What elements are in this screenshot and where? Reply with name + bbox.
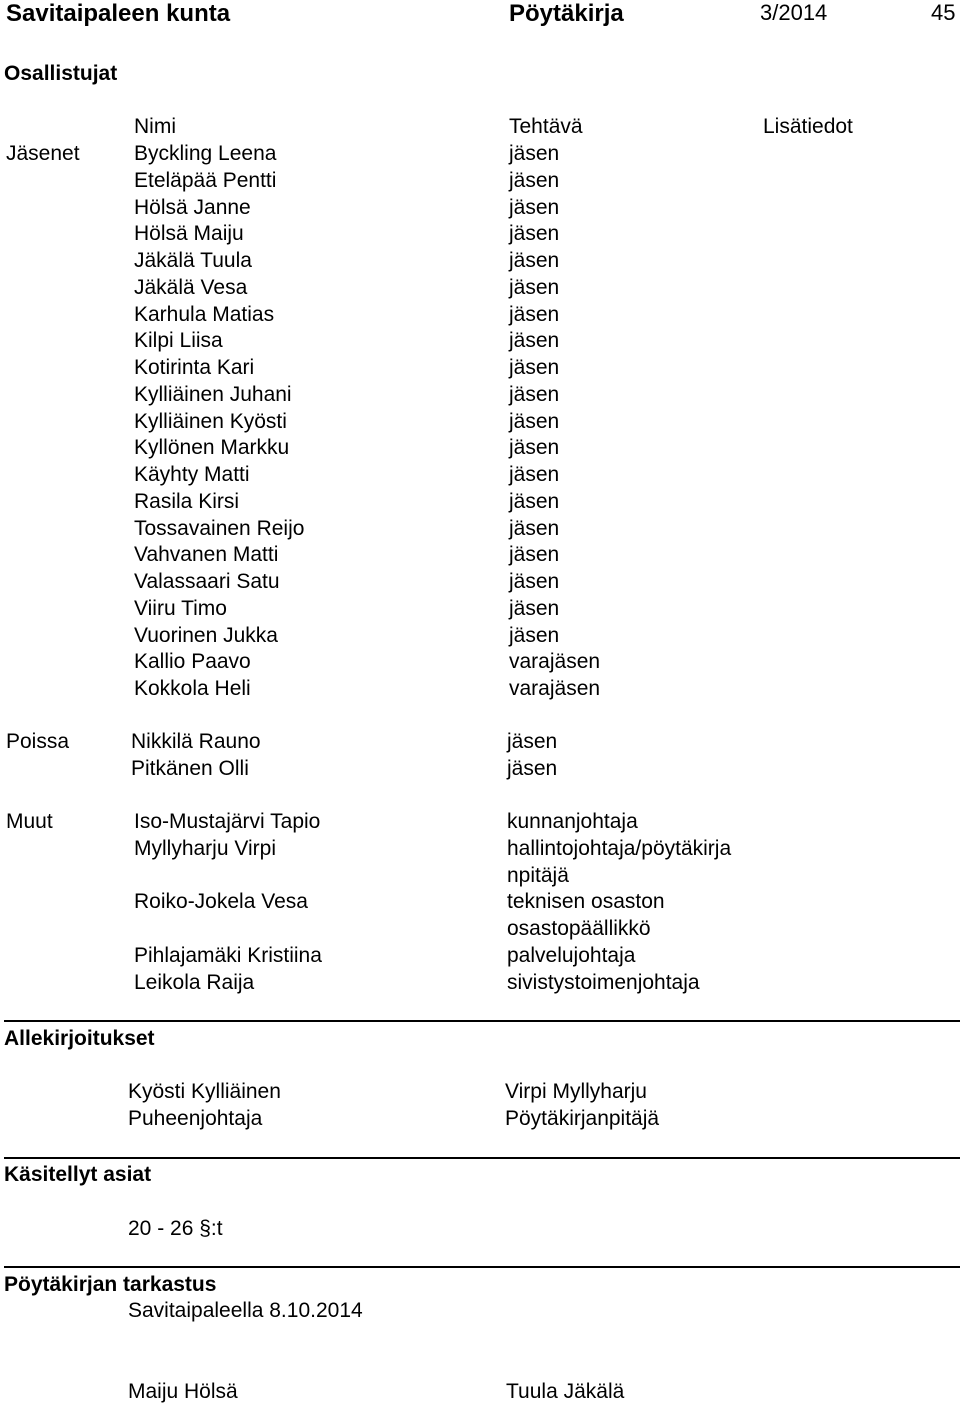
participant-role: jäsen — [509, 196, 560, 219]
participant-role: jäsen — [509, 543, 560, 566]
participant-role: jäsen — [509, 276, 560, 299]
participant-role: varajäsen — [509, 677, 601, 700]
participant-name: Nikkilä Rauno — [131, 730, 261, 753]
divider — [4, 1266, 960, 1268]
section-title-review: Pöytäkirjan tarkastus — [4, 1273, 217, 1296]
page-number: 45 — [931, 0, 956, 25]
participant-name: Kyllönen Markku — [134, 436, 290, 459]
participant-role: jäsen — [509, 169, 560, 192]
column-header-info: Lisätiedot — [763, 115, 853, 138]
participant-role: jäsen — [509, 222, 560, 245]
participant-name: Hölsä Janne — [134, 196, 251, 219]
participant-name: Myllyharju Virpi — [134, 837, 276, 860]
participant-name: Kokkola Heli — [134, 677, 251, 700]
participant-role: jäsen — [509, 329, 560, 352]
participant-role: jäsen — [509, 303, 560, 326]
chair-name: Kyösti Kylliäinen — [128, 1080, 281, 1103]
participant-role: teknisen osaston — [507, 890, 665, 913]
secretary-title: Pöytäkirjanpitäjä — [505, 1107, 660, 1130]
participant-name: Byckling Leena — [134, 142, 277, 165]
divider — [4, 1157, 960, 1159]
participant-name: Roiko-Jokela Vesa — [134, 890, 308, 913]
items-range: 20 - 26 §:t — [128, 1217, 223, 1240]
participant-role-continued: npitäjä — [507, 864, 569, 887]
participant-role: palvelujohtaja — [507, 944, 636, 967]
participant-name: Kilpi Liisa — [134, 329, 223, 352]
participant-name: Kylliäinen Kyösti — [134, 410, 287, 433]
participant-name: Tossavainen Reijo — [134, 517, 305, 540]
participant-role: jäsen — [509, 383, 560, 406]
participant-role: jäsen — [509, 463, 560, 486]
doc-type: Pöytäkirja — [509, 0, 624, 27]
participant-name: Jäkälä Vesa — [134, 276, 248, 299]
section-title-signatures: Allekirjoitukset — [4, 1027, 155, 1050]
reviewer-1: Maiju Hölsä — [128, 1380, 238, 1403]
divider — [4, 1020, 960, 1022]
participant-name: Kotirinta Kari — [134, 356, 255, 379]
participant-role: jäsen — [509, 517, 560, 540]
participant-name: Rasila Kirsi — [134, 490, 240, 513]
participant-name: Karhula Matias — [134, 303, 275, 326]
participant-name: Pitkänen Olli — [131, 757, 249, 780]
participant-role: varajäsen — [509, 650, 601, 673]
participant-name: Pihlajamäki Kristiina — [134, 944, 322, 967]
participant-name: Jäkälä Tuula — [134, 249, 252, 272]
participant-name: Viiru Timo — [134, 597, 227, 620]
section-title-items: Käsitellyt asiat — [4, 1163, 152, 1186]
participant-role: jäsen — [509, 624, 560, 647]
participant-role: jäsen — [509, 410, 560, 433]
column-header-role: Tehtävä — [509, 115, 583, 138]
participant-name: Leikola Raija — [134, 971, 255, 994]
participant-name: Kylliäinen Juhani — [134, 383, 292, 406]
participant-name: Hölsä Maiju — [134, 222, 244, 245]
participant-role: jäsen — [507, 757, 558, 780]
participant-role: hallintojohtaja/pöytäkirja — [507, 837, 732, 860]
members-label: Jäsenet — [6, 142, 80, 165]
participant-role: jäsen — [509, 436, 560, 459]
participant-role: jäsen — [509, 249, 560, 272]
review-place-date: Savitaipaleella 8.10.2014 — [128, 1299, 363, 1322]
org-name: Savitaipaleen kunta — [6, 0, 231, 27]
participant-role: jäsen — [509, 570, 560, 593]
reviewer-2: Tuula Jäkälä — [506, 1380, 625, 1403]
participant-name: Eteläpää Pentti — [134, 169, 277, 192]
participant-role: kunnanjohtaja — [507, 810, 638, 833]
column-header-name: Nimi — [134, 115, 176, 138]
participant-name: Kallio Paavo — [134, 650, 251, 673]
participant-role-continued: osastopäällikkö — [507, 917, 651, 940]
doc-number: 3/2014 — [760, 0, 828, 25]
participant-role: jäsen — [509, 490, 560, 513]
secretary-name: Virpi Myllyharju — [505, 1080, 647, 1103]
participant-name: Vuorinen Jukka — [134, 624, 278, 647]
others-label: Muut — [6, 810, 53, 833]
chair-title: Puheenjohtaja — [128, 1107, 263, 1130]
participant-name: Iso-Mustajärvi Tapio — [134, 810, 321, 833]
participant-role: jäsen — [509, 356, 560, 379]
participant-role: sivistystoimenjohtaja — [507, 971, 700, 994]
participant-name: Käyhty Matti — [134, 463, 250, 486]
participant-name: Valassaari Satu — [134, 570, 280, 593]
participant-role: jäsen — [509, 597, 560, 620]
participant-role: jäsen — [507, 730, 558, 753]
participant-name: Vahvanen Matti — [134, 543, 279, 566]
absent-label: Poissa — [6, 730, 70, 753]
participant-role: jäsen — [509, 142, 560, 165]
section-title-participants: Osallistujat — [4, 62, 118, 85]
